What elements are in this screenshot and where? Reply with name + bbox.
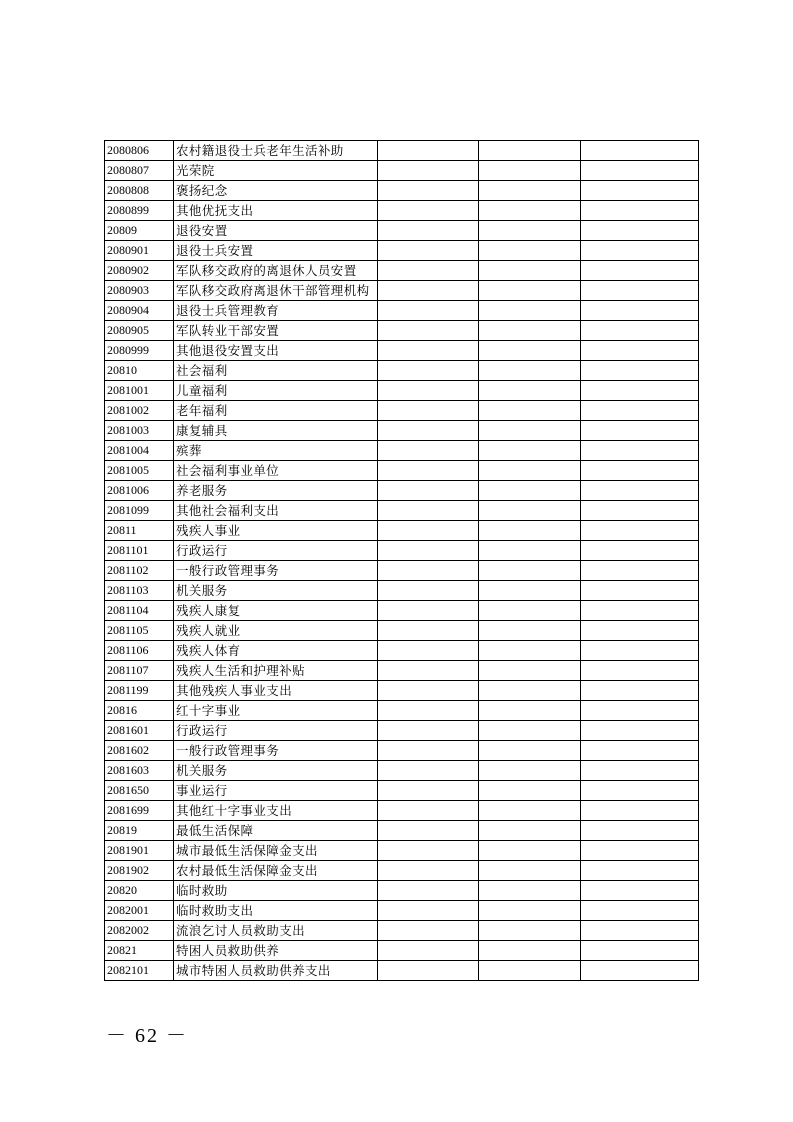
table-row bbox=[105, 421, 699, 441]
subject-code-cell: 2081601 bbox=[105, 721, 174, 741]
amount-cell-1 bbox=[378, 641, 479, 661]
subject-name-cell: 一般行政管理事务 bbox=[174, 561, 378, 581]
subject-code-cell: 2080905 bbox=[105, 321, 174, 341]
amount-cell-2 bbox=[479, 641, 581, 661]
amount-cell-1 bbox=[378, 261, 479, 281]
subject-code-cell: 2081099 bbox=[105, 501, 174, 521]
subject-code-cell: 2080999 bbox=[105, 341, 174, 361]
amount-cell-2 bbox=[479, 661, 581, 681]
amount-cell-1 bbox=[378, 661, 479, 681]
amount-cell-1 bbox=[378, 321, 479, 341]
amount-cell-1 bbox=[378, 441, 479, 461]
subject-name-cell: 其他优抚支出 bbox=[174, 201, 378, 221]
amount-cell-1 bbox=[378, 141, 479, 161]
table-row bbox=[105, 321, 699, 341]
subject-code-cell: 20819 bbox=[105, 821, 174, 841]
amount-cell-2 bbox=[479, 601, 581, 621]
subject-name-cell: 行政运行 bbox=[174, 721, 378, 741]
amount-cell-3 bbox=[581, 361, 699, 381]
amount-cell-2 bbox=[479, 261, 581, 281]
amount-cell-1 bbox=[378, 621, 479, 641]
subject-code-cell: 20816 bbox=[105, 701, 174, 721]
amount-cell-3 bbox=[581, 881, 699, 901]
subject-name-cell: 行政运行 bbox=[174, 541, 378, 561]
table-row bbox=[105, 601, 699, 621]
amount-cell-1 bbox=[378, 241, 479, 261]
subject-code-cell: 2081650 bbox=[105, 781, 174, 801]
table-row bbox=[105, 241, 699, 261]
table-row bbox=[105, 181, 699, 201]
amount-cell-2 bbox=[479, 721, 581, 741]
amount-cell-3 bbox=[581, 641, 699, 661]
amount-cell-2 bbox=[479, 341, 581, 361]
amount-cell-1 bbox=[378, 161, 479, 181]
amount-cell-3 bbox=[581, 181, 699, 201]
subject-name-cell: 褒扬纪念 bbox=[174, 181, 378, 201]
subject-code-cell: 2081001 bbox=[105, 381, 174, 401]
subject-name-cell: 农村籍退役士兵老年生活补助 bbox=[174, 141, 378, 161]
subject-name-cell: 军队移交政府离退休干部管理机构 bbox=[174, 281, 378, 301]
amount-cell-2 bbox=[479, 381, 581, 401]
subject-code-cell: 20811 bbox=[105, 521, 174, 541]
amount-cell-2 bbox=[479, 141, 581, 161]
table-row bbox=[105, 581, 699, 601]
budget-table bbox=[104, 140, 699, 981]
subject-name-cell: 殡葬 bbox=[174, 441, 378, 461]
amount-cell-1 bbox=[378, 521, 479, 541]
page-number: － 62 － bbox=[106, 1025, 188, 1047]
subject-code-cell: 2081005 bbox=[105, 461, 174, 481]
subject-code-cell: 2081901 bbox=[105, 841, 174, 861]
amount-cell-3 bbox=[581, 621, 699, 641]
amount-cell-1 bbox=[378, 501, 479, 521]
table-row bbox=[105, 281, 699, 301]
subject-name-cell: 残疾人康复 bbox=[174, 601, 378, 621]
table-row bbox=[105, 921, 699, 941]
subject-name-cell: 军队移交政府的离退休人员安置 bbox=[174, 261, 378, 281]
subject-code-cell: 2081602 bbox=[105, 741, 174, 761]
amount-cell-1 bbox=[378, 401, 479, 421]
subject-code-cell: 20820 bbox=[105, 881, 174, 901]
table-row bbox=[105, 441, 699, 461]
amount-cell-2 bbox=[479, 841, 581, 861]
subject-code-cell: 2081199 bbox=[105, 681, 174, 701]
amount-cell-1 bbox=[378, 541, 479, 561]
amount-cell-2 bbox=[479, 161, 581, 181]
amount-cell-1 bbox=[378, 841, 479, 861]
amount-cell-1 bbox=[378, 901, 479, 921]
amount-cell-2 bbox=[479, 281, 581, 301]
amount-cell-3 bbox=[581, 801, 699, 821]
amount-cell-1 bbox=[378, 761, 479, 781]
table-row bbox=[105, 381, 699, 401]
amount-cell-3 bbox=[581, 341, 699, 361]
amount-cell-3 bbox=[581, 921, 699, 941]
amount-cell-1 bbox=[378, 941, 479, 961]
subject-code-cell: 2081106 bbox=[105, 641, 174, 661]
subject-code-cell: 2081902 bbox=[105, 861, 174, 881]
table-row bbox=[105, 341, 699, 361]
subject-code-cell: 2081699 bbox=[105, 801, 174, 821]
amount-cell-1 bbox=[378, 801, 479, 821]
subject-name-cell: 城市特困人员救助供养支出 bbox=[174, 961, 378, 981]
amount-cell-3 bbox=[581, 681, 699, 701]
table-row bbox=[105, 841, 699, 861]
subject-name-cell: 临时救助 bbox=[174, 881, 378, 901]
table-row bbox=[105, 741, 699, 761]
table-row bbox=[105, 141, 699, 161]
subject-code-cell: 2081004 bbox=[105, 441, 174, 461]
amount-cell-2 bbox=[479, 221, 581, 241]
subject-code-cell: 20821 bbox=[105, 941, 174, 961]
table-row bbox=[105, 541, 699, 561]
amount-cell-2 bbox=[479, 301, 581, 321]
amount-cell-3 bbox=[581, 321, 699, 341]
table-row bbox=[105, 461, 699, 481]
table-row bbox=[105, 801, 699, 821]
subject-code-cell: 2081003 bbox=[105, 421, 174, 441]
subject-name-cell: 特困人员救助供养 bbox=[174, 941, 378, 961]
subject-code-cell: 2081002 bbox=[105, 401, 174, 421]
table-row bbox=[105, 501, 699, 521]
amount-cell-3 bbox=[581, 581, 699, 601]
subject-code-cell: 2081006 bbox=[105, 481, 174, 501]
table-row bbox=[105, 261, 699, 281]
subject-name-cell: 其他残疾人事业支出 bbox=[174, 681, 378, 701]
amount-cell-3 bbox=[581, 541, 699, 561]
amount-cell-1 bbox=[378, 781, 479, 801]
amount-cell-3 bbox=[581, 501, 699, 521]
subject-code-cell: 2081104 bbox=[105, 601, 174, 621]
amount-cell-1 bbox=[378, 861, 479, 881]
subject-code-cell: 2080903 bbox=[105, 281, 174, 301]
table-row bbox=[105, 621, 699, 641]
amount-cell-2 bbox=[479, 501, 581, 521]
table-body bbox=[105, 141, 699, 981]
subject-name-cell: 残疾人事业 bbox=[174, 521, 378, 541]
amount-cell-1 bbox=[378, 421, 479, 441]
table-row bbox=[105, 201, 699, 221]
amount-cell-2 bbox=[479, 241, 581, 261]
subject-code-cell: 2081103 bbox=[105, 581, 174, 601]
amount-cell-2 bbox=[479, 681, 581, 701]
table-row bbox=[105, 901, 699, 921]
subject-name-cell: 其他退役安置支出 bbox=[174, 341, 378, 361]
amount-cell-3 bbox=[581, 221, 699, 241]
subject-name-cell: 社会福利事业单位 bbox=[174, 461, 378, 481]
amount-cell-1 bbox=[378, 921, 479, 941]
subject-code-cell: 2080899 bbox=[105, 201, 174, 221]
amount-cell-1 bbox=[378, 581, 479, 601]
amount-cell-3 bbox=[581, 841, 699, 861]
amount-cell-2 bbox=[479, 461, 581, 481]
amount-cell-3 bbox=[581, 521, 699, 541]
subject-code-cell: 2082101 bbox=[105, 961, 174, 981]
amount-cell-2 bbox=[479, 941, 581, 961]
subject-code-cell: 2081603 bbox=[105, 761, 174, 781]
amount-cell-1 bbox=[378, 481, 479, 501]
subject-code-cell: 2080901 bbox=[105, 241, 174, 261]
amount-cell-2 bbox=[479, 321, 581, 341]
table-row bbox=[105, 221, 699, 241]
subject-name-cell: 其他红十字事业支出 bbox=[174, 801, 378, 821]
amount-cell-2 bbox=[479, 581, 581, 601]
amount-cell-1 bbox=[378, 741, 479, 761]
table-row bbox=[105, 781, 699, 801]
amount-cell-2 bbox=[479, 801, 581, 821]
subject-code-cell: 2080808 bbox=[105, 181, 174, 201]
amount-cell-1 bbox=[378, 181, 479, 201]
table-row bbox=[105, 721, 699, 741]
amount-cell-3 bbox=[581, 901, 699, 921]
table-row bbox=[105, 881, 699, 901]
amount-cell-2 bbox=[479, 761, 581, 781]
amount-cell-3 bbox=[581, 241, 699, 261]
amount-cell-2 bbox=[479, 821, 581, 841]
amount-cell-1 bbox=[378, 361, 479, 381]
amount-cell-3 bbox=[581, 761, 699, 781]
table-row bbox=[105, 161, 699, 181]
amount-cell-2 bbox=[479, 741, 581, 761]
subject-name-cell: 退役士兵安置 bbox=[174, 241, 378, 261]
amount-cell-2 bbox=[479, 181, 581, 201]
amount-cell-3 bbox=[581, 141, 699, 161]
amount-cell-1 bbox=[378, 821, 479, 841]
subject-code-cell: 2081102 bbox=[105, 561, 174, 581]
table-row bbox=[105, 301, 699, 321]
amount-cell-3 bbox=[581, 481, 699, 501]
table-row bbox=[105, 401, 699, 421]
amount-cell-3 bbox=[581, 301, 699, 321]
subject-code-cell: 2080806 bbox=[105, 141, 174, 161]
amount-cell-3 bbox=[581, 261, 699, 281]
table-row bbox=[105, 481, 699, 501]
table-row bbox=[105, 641, 699, 661]
amount-cell-1 bbox=[378, 381, 479, 401]
subject-code-cell: 2081107 bbox=[105, 661, 174, 681]
amount-cell-2 bbox=[479, 401, 581, 421]
subject-name-cell: 机关服务 bbox=[174, 761, 378, 781]
subject-code-cell: 20809 bbox=[105, 221, 174, 241]
amount-cell-2 bbox=[479, 521, 581, 541]
amount-cell-1 bbox=[378, 221, 479, 241]
amount-cell-1 bbox=[378, 461, 479, 481]
amount-cell-3 bbox=[581, 961, 699, 981]
amount-cell-3 bbox=[581, 601, 699, 621]
table-row bbox=[105, 521, 699, 541]
amount-cell-3 bbox=[581, 281, 699, 301]
subject-code-cell: 2082002 bbox=[105, 921, 174, 941]
amount-cell-2 bbox=[479, 961, 581, 981]
amount-cell-1 bbox=[378, 721, 479, 741]
subject-name-cell: 儿童福利 bbox=[174, 381, 378, 401]
subject-code-cell: 2081101 bbox=[105, 541, 174, 561]
amount-cell-2 bbox=[479, 441, 581, 461]
subject-name-cell: 光荣院 bbox=[174, 161, 378, 181]
amount-cell-3 bbox=[581, 561, 699, 581]
amount-cell-2 bbox=[479, 561, 581, 581]
subject-name-cell: 养老服务 bbox=[174, 481, 378, 501]
subject-code-cell: 2080902 bbox=[105, 261, 174, 281]
amount-cell-3 bbox=[581, 381, 699, 401]
subject-name-cell: 残疾人就业 bbox=[174, 621, 378, 641]
table-row bbox=[105, 941, 699, 961]
amount-cell-2 bbox=[479, 881, 581, 901]
amount-cell-3 bbox=[581, 941, 699, 961]
subject-name-cell: 康复辅具 bbox=[174, 421, 378, 441]
amount-cell-1 bbox=[378, 281, 479, 301]
subject-name-cell: 农村最低生活保障金支出 bbox=[174, 861, 378, 881]
amount-cell-2 bbox=[479, 621, 581, 641]
subject-code-cell: 2082001 bbox=[105, 901, 174, 921]
subject-name-cell: 一般行政管理事务 bbox=[174, 741, 378, 761]
subject-code-cell: 2081105 bbox=[105, 621, 174, 641]
amount-cell-3 bbox=[581, 741, 699, 761]
amount-cell-1 bbox=[378, 961, 479, 981]
subject-name-cell: 退役士兵管理教育 bbox=[174, 301, 378, 321]
amount-cell-2 bbox=[479, 541, 581, 561]
amount-cell-1 bbox=[378, 601, 479, 621]
table-row bbox=[105, 681, 699, 701]
amount-cell-2 bbox=[479, 901, 581, 921]
amount-cell-2 bbox=[479, 861, 581, 881]
amount-cell-2 bbox=[479, 701, 581, 721]
amount-cell-3 bbox=[581, 861, 699, 881]
amount-cell-1 bbox=[378, 341, 479, 361]
amount-cell-3 bbox=[581, 781, 699, 801]
subject-name-cell: 事业运行 bbox=[174, 781, 378, 801]
subject-name-cell: 社会福利 bbox=[174, 361, 378, 381]
amount-cell-3 bbox=[581, 661, 699, 681]
amount-cell-2 bbox=[479, 201, 581, 221]
table-row bbox=[105, 961, 699, 981]
amount-cell-2 bbox=[479, 481, 581, 501]
subject-name-cell: 其他社会福利支出 bbox=[174, 501, 378, 521]
amount-cell-2 bbox=[479, 421, 581, 441]
subject-name-cell: 残疾人生活和护理补贴 bbox=[174, 661, 378, 681]
amount-cell-3 bbox=[581, 161, 699, 181]
amount-cell-1 bbox=[378, 701, 479, 721]
subject-code-cell: 20810 bbox=[105, 361, 174, 381]
amount-cell-1 bbox=[378, 201, 479, 221]
amount-cell-3 bbox=[581, 821, 699, 841]
subject-name-cell: 军队转业干部安置 bbox=[174, 321, 378, 341]
amount-cell-3 bbox=[581, 201, 699, 221]
table-row bbox=[105, 821, 699, 841]
table-row bbox=[105, 561, 699, 581]
amount-cell-1 bbox=[378, 561, 479, 581]
amount-cell-1 bbox=[378, 881, 479, 901]
table-row bbox=[105, 861, 699, 881]
table-row bbox=[105, 661, 699, 681]
amount-cell-3 bbox=[581, 461, 699, 481]
table-row bbox=[105, 701, 699, 721]
table-row bbox=[105, 361, 699, 381]
amount-cell-2 bbox=[479, 781, 581, 801]
amount-cell-3 bbox=[581, 401, 699, 421]
subject-name-cell: 临时救助支出 bbox=[174, 901, 378, 921]
subject-name-cell: 残疾人体育 bbox=[174, 641, 378, 661]
subject-name-cell: 退役安置 bbox=[174, 221, 378, 241]
amount-cell-3 bbox=[581, 721, 699, 741]
subject-name-cell: 城市最低生活保障金支出 bbox=[174, 841, 378, 861]
subject-name-cell: 流浪乞讨人员救助支出 bbox=[174, 921, 378, 941]
subject-name-cell: 老年福利 bbox=[174, 401, 378, 421]
subject-code-cell: 2080807 bbox=[105, 161, 174, 181]
amount-cell-3 bbox=[581, 441, 699, 461]
subject-code-cell: 2080904 bbox=[105, 301, 174, 321]
amount-cell-3 bbox=[581, 421, 699, 441]
amount-cell-3 bbox=[581, 701, 699, 721]
table-row bbox=[105, 761, 699, 781]
subject-name-cell: 红十字事业 bbox=[174, 701, 378, 721]
amount-cell-1 bbox=[378, 301, 479, 321]
subject-name-cell: 最低生活保障 bbox=[174, 821, 378, 841]
amount-cell-2 bbox=[479, 921, 581, 941]
amount-cell-1 bbox=[378, 681, 479, 701]
amount-cell-2 bbox=[479, 361, 581, 381]
subject-name-cell: 机关服务 bbox=[174, 581, 378, 601]
